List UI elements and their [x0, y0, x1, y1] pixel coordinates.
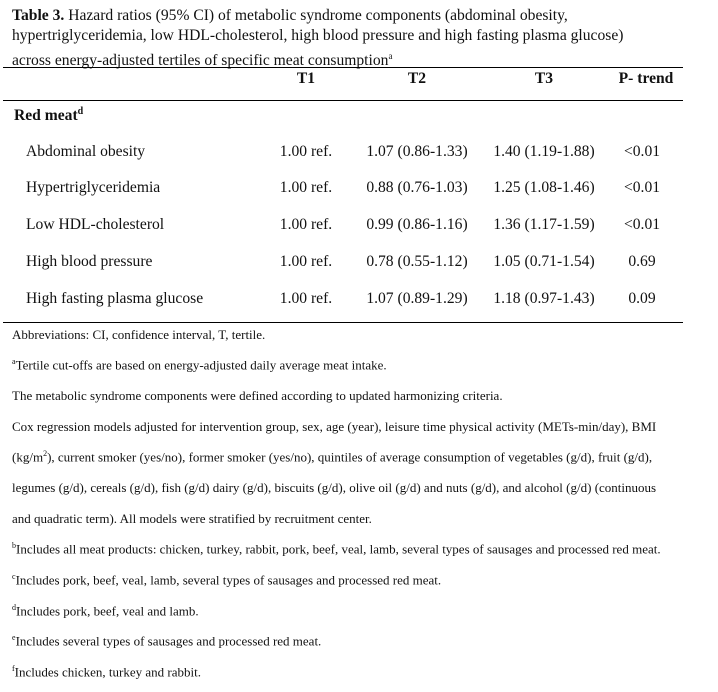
caption-footnote-mark: a — [388, 51, 393, 61]
row-p-trend: <0.01 — [623, 216, 661, 233]
note-criteria: The metabolic syndrome components were defined according to updated harmonizing criteria. — [12, 388, 503, 403]
note-cox-2a: (kg/m — [12, 449, 44, 465]
note-e-mark: e — [12, 633, 16, 642]
column-header-t1: T1 — [296, 70, 316, 87]
table-caption — [12, 6, 702, 71]
note-abbreviations: Abbreviations: CI, confidence interval, T, tertile. — [12, 327, 266, 342]
row-t1: 1.00 ref. — [279, 143, 333, 160]
bottom-rule — [3, 322, 683, 323]
note-cox-line-4: and quadratic term). All models were stratified by recruitment center. — [12, 511, 372, 526]
caption-line-2: hypertriglyceridemia, low HDL-cholesterol, high blood pressure and high fasting plasma glucose) — [12, 27, 624, 44]
note-a — [12, 357, 387, 373]
row-t2: 1.07 (0.86-1.33) — [366, 143, 468, 160]
row-t3: 1.18 (0.97-1.43) — [493, 290, 595, 307]
row-t1: 1.00 ref. — [279, 290, 333, 307]
row-label: Hypertriglyceridemia — [26, 179, 161, 196]
row-p-trend: <0.01 — [623, 143, 661, 160]
column-header-t2: T2 — [407, 70, 427, 87]
table-row — [0, 179, 718, 201]
note-c — [12, 572, 441, 588]
row-t3: 1.36 (1.17-1.59) — [493, 216, 595, 233]
caption-label: Table 3. — [12, 7, 65, 24]
note-e-text: Includes several types of sausages and processed red meat. — [15, 633, 322, 649]
note-cox-line-3: legumes (g/d), cereals (g/d), fish (g/d) dairy (g/d), biscuits (g/d), olive oil (g/d) and nuts (g/d), and alcohol (g/d) (continuous — [12, 480, 657, 495]
row-t3: 1.40 (1.19-1.88) — [493, 143, 595, 160]
row-t1: 1.00 ref. — [279, 216, 333, 233]
column-header-t3: T3 — [534, 70, 554, 87]
row-label: High blood pressure — [26, 253, 153, 270]
row-t2: 0.78 (0.55-1.12) — [366, 253, 468, 270]
note-f-mark: f — [12, 664, 15, 673]
top-rule — [3, 67, 683, 68]
note-c-mark: c — [12, 572, 16, 581]
row-t3: 1.05 (0.71-1.54) — [493, 253, 595, 270]
note-b-mark: b — [12, 541, 16, 550]
table-row — [0, 216, 718, 238]
row-t3: 1.25 (1.08-1.46) — [493, 179, 595, 196]
section-footnote-mark: d — [77, 106, 84, 117]
row-p-trend: 0.09 — [628, 290, 656, 307]
table-row — [0, 253, 718, 275]
row-label: High fasting plasma glucose — [26, 290, 204, 307]
header-rule — [3, 100, 683, 101]
note-cox-line-2 — [12, 449, 652, 465]
section-title — [14, 106, 83, 125]
note-cox-2b: ), current smoker (yes/no), former smoker (yes/no), quintiles of average consumption of vegetables (g/d), fruit (g/d), — [47, 449, 653, 465]
row-t1: 1.00 ref. — [279, 179, 333, 196]
note-cox-line-1: Cox regression models adjusted for intervention group, sex, age (year), leisure time physical activity (METs-min/day), BMI — [12, 419, 657, 434]
row-t2: 0.99 (0.86-1.16) — [366, 216, 468, 233]
row-t2: 0.88 (0.76-1.03) — [366, 179, 468, 196]
row-p-trend: <0.01 — [623, 179, 661, 196]
row-t2: 1.07 (0.89-1.29) — [366, 290, 468, 307]
note-d-text: Includes pork, beef, veal and lamb. — [16, 603, 199, 619]
note-c-text: Includes pork, beef, veal, lamb, several types of sausages and processed red meat. — [15, 572, 442, 588]
row-t1: 1.00 ref. — [279, 253, 333, 270]
row-label: Low HDL-cholesterol — [26, 216, 165, 233]
table-row — [0, 143, 718, 165]
note-cox-2sup: 2 — [43, 449, 48, 458]
note-b — [12, 541, 661, 557]
note-a-mark: a — [12, 357, 16, 366]
note-f — [12, 664, 201, 680]
note-b-text: Includes all meat products: chicken, turkey, rabbit, pork, beef, veal, lamb, several types of sausages and processed red meat. — [16, 541, 661, 557]
note-a-text: Tertile cut-offs are based on energy-adjusted daily average meat intake. — [15, 357, 387, 373]
section-title-text: Red meat — [14, 107, 78, 125]
note-d-mark: d — [12, 603, 16, 612]
note-f-text: Includes chicken, turkey and rabbit. — [14, 664, 201, 680]
note-d — [12, 603, 199, 619]
caption-text-3: across energy-adjusted tertiles of specific meat consumption — [12, 52, 389, 70]
column-header-p-trend: P- trend — [618, 70, 674, 87]
caption-line-1 — [12, 6, 702, 26]
note-e — [12, 633, 321, 649]
row-label: Abdominal obesity — [26, 143, 146, 160]
caption-text-1: Hazard ratios (95% CI) of metabolic syndrome components (abdominal obesity, — [64, 7, 568, 24]
row-p-trend: 0.69 — [628, 253, 656, 270]
table-row — [0, 290, 718, 312]
